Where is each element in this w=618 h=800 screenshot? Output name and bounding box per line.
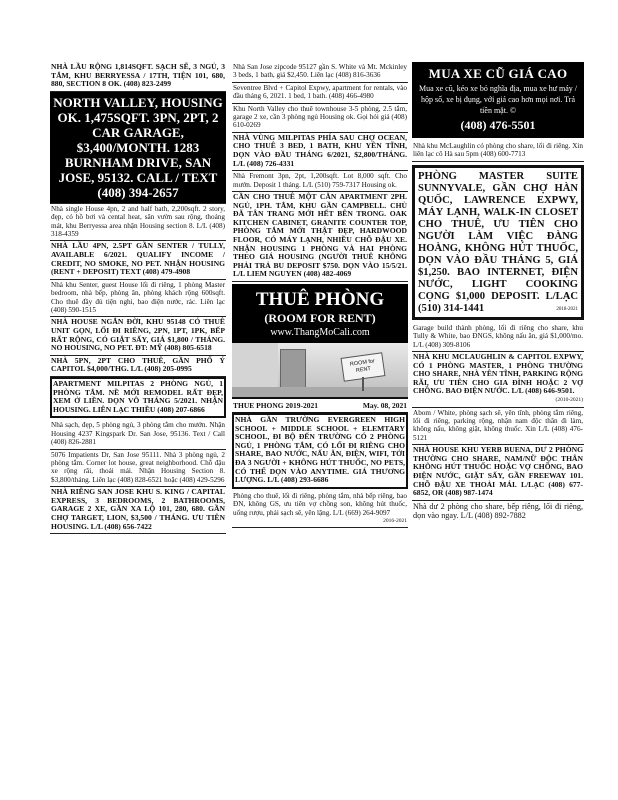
column-3 [412, 62, 584, 523]
ad-text: Phòng cho thuê, lối đi riêng, phòng tắm, nhà bếp riêng, bao ĐN, không GS, ưu tiên vợ chồng son, không hút thuốc, uống rượu, phải sạch sẽ, yên lặng. L/L (669) 264-9097 [233, 491, 407, 517]
dateline-label: THUE PHONG 2019-2021 [233, 400, 319, 410]
classified-ad: Nhà khu McLaughlin có phòng cho share, lối đi riêng. Xin liên lạc cô Hà sau 5pm (408) 600-7713 [412, 141, 584, 162]
ad-years: (2010-2021) [555, 397, 583, 403]
classified-ad: Nhà dư 2 phòng cho share, bếp riêng, lối đi riêng, dọn vào ngay. L/L (408) 892-7882 [413, 501, 583, 521]
ad-years: 2018-2021 [556, 306, 578, 312]
ad-years: 2016-2021 [383, 517, 407, 524]
classified-ad: Seventree Blvd + Capitol Expwy, apartment for rentals, vào đầu tháng 6, 2021. 1 bed, 1 bath. (408) 466-4980 [232, 83, 408, 104]
ad-text: NHÀ KHU MCLAUGHLIN & CAPITOL EXPWY, CÓ 1 PHÒNG MASTER, 1 PHÒNG THƯỜNG CHO SHARE, NHÀ YÊN TĨNH, PARKING RỘNG RÃI, ƯU TIÊN CHO GIA ĐÌNH HOẶC 2 VỢ CHỒNG. BAO ĐIỆN NƯỚC. L/L (408) 646-9501. [413, 352, 583, 396]
website-link[interactable]: www.ThangMoCali.com [270, 326, 370, 338]
classified-ad: Nhà sạch, đẹp, 5 phòng ngủ, 3 phòng tắm cho mướn. Nhận Housing 4237 Kingspark Dr. San Jose, 95136. Text / Call (408) 826-2881 [50, 420, 226, 449]
classified-ad: 5076 Impatients Dr, San Jose 95111. Nhà 3 phòng ngủ, 2 phòng tắm. Corner lot house, great neighborhood. Chỗ đậu xe rộng rãi, thoải mái. Nhận Housing Section 8. $3,800/tháng. Liên lạc (408) 828-6521 hoặc (408) 429-5296 [50, 450, 226, 488]
classified-ad: Nhà Fremont 3pn, 2pt, 1,200sqft. Lot 8,000 sqft. Cho mướn. Deposit 1 tháng. L/L (510) 759-7317 Housing ok. [232, 171, 408, 192]
classified-ad: NHÀ GẦN TRƯỜNG EVERGREEN HIGH SCHOOL + MIDDLE SCHOOL + ELEMTARY SCHOOL, ĐI BỘ ĐẾN TRƯỜNG CÓ 2 PHÒNG NGỦ, 1 PHÒNG TẮM, CÓ LỐI ĐI RIÊNG CHO SHARE, BAO NƯỚC, NẤU ĂN, ĐIỆN, WIFI, TỚI ĐA 3 NGƯỜI + KHÔNG HÚT THUỐC, NO PETS, CÓ THỂ DỌN VÀO ANYTIME. GIÁ THƯƠNG LƯỢNG. L/L (408) 293-6686 [232, 413, 408, 489]
classified-ad: Nhà San Jose zipcode 95127 gần S. White và Mt. Mckinley 3 beds, 1 bath, giá $2,450. Liên lạc (408) 816-3636 [232, 62, 408, 83]
room-for-rent-sign: ROOM for RENT [341, 352, 386, 382]
classified-ad [412, 352, 584, 408]
column-2 [232, 62, 408, 528]
classified-ad: Garage build thành phòng, lối đi riêng cho share, khu Tully & White, bao ĐNGS, không nấu ăn, giá $1,000/mo. L/L (408) 309-8106 [412, 323, 584, 352]
car-buying-ad [412, 62, 584, 138]
sign-pole-shape [362, 377, 364, 391]
classified-ad: Nhà single House 4pn, 2 and half bath, 2,200sqft. 2 story, đẹp, có hồ bơi và cental heat, sân vườn sau rộng, thoáng mát, khu Berryessa area nhận Housing section 8. L/L (408) 318-4359 [50, 204, 226, 242]
master-suite-ad [412, 165, 584, 320]
classified-ad: NHÀ 5PN, 2PT CHO THUÊ, GẦN PHỐ Ý CAPITOL $4,000/THG. L/L (408) 205-0995 [50, 356, 226, 377]
classified-ad: APARTMENT MILPITAS 2 PHÒNG NGỦ, 1 PHÒNG TẮM. NỀ MỚI REMODEL RẤT ĐẸP, XEM Ở LIỀN. DỌN VÔ THÁNG 5/2021. NHẬN HOUSING. LIÊN LẠC THIỀU (408) 207-6866 [50, 377, 226, 418]
classified-ad: NHÀ HOUSE NGẮN ĐỜI, KHU 95148 CÓ THUÊ UNIT GỌN, LỐI ĐI RIÊNG, 2PN, 1PT, 1PK, BẾP RẤT RỘNG, CÓ GIẶT SẤY, GIÁ $1,800 / THÁNG. NO HOUSING, NO PET. ĐT: MỸ (408) 805-6518 [50, 317, 226, 355]
classified-ad: NHÀ RIÊNG SAN JOSE KHU S. KING / CAPITAL EXPRESS, 3 BEDROOMS, 2 BATHROOMS, GARAGE 2 XE, GẦN XA LỘ 101, 280, 680. GẦN CHỢ TARGET, LION, $3,500 / THÁNG. ƯU TIÊN HOUSING. L/L (408) 656-7422 [50, 487, 226, 534]
classified-ad-highlight: NORTH VALLEY, HOUSING OK. 1,475SQFT. 3PN, 2PT, 2 CAR GARAGE, $3,400/MONTH. 1283 BURNHAM DRIVE, SAN JOSE, 95132. CALL / TEXT (408) 394-2657 [50, 92, 226, 204]
section-banner [232, 284, 408, 343]
dateline-date: May. 08, 2021 [362, 400, 407, 410]
room-for-rent-illustration [232, 343, 408, 399]
classified-ad: NHÀ LẦU RỘNG 1,814SQFT. SẠCH SẼ, 3 NGỦ, 3 TẮM, KHU BERRYESSA / 17TH, TIỆN 101, 680, 880, SECTION 8 OK. (408) 823-2499 [50, 62, 226, 92]
classified-ad: Abom / White, phòng sạch sẽ, yên tĩnh, phòng tắm riêng, lối đi riêng, parking rộng, nhận nam độc thân đi làm, không nấu, không giặt, không thuốc. Xin L/L (408) 476-5121 [412, 408, 584, 446]
section-subtitle: (ROOM FOR RENT) [264, 310, 376, 325]
classified-ad: Nhà khu Senter, guest House lối đi riêng, 1 phòng Master bedroom, nhà bếp, phòng ăn, phòng khách rộng 600sqft. Cho thuê đầy đủ tiện nghi, bao điện nước, rác. Liên lạc (408) 590-1515 [50, 280, 226, 318]
classified-ad: Khu North Valley cho thuê townhouse 3-5 phòng, 2.5 tắm, garage 2 xe, cần 3 phòng ngủ Housing ok. Gọi hỏi giá (408) 610-0269 [232, 104, 408, 133]
classified-ad: NHÀ HOUSE KHU YERB BUENA, DƯ 2 PHÒNG THƯỜNG CHO SHARE, NAM/NỮ ĐỘC THÂN KHÔNG HÚT THUỐC HOẶC VỢ CHỒNG, BAO ĐIỆN NƯỚC, GIẶT SẤY, GẦN FREEWAY 101. CHỖ ĐẬU XE THOẢI MÁI. L/LẠC (408) 677-6852, OR (408) 987-1474 [412, 445, 584, 501]
classified-ad: NHÀ LẦU 4PN, 2.5PT GẦN SENTER / TULLY, AVAILABLE 6/2021. QUALIFY INCOME / CREDIT, NO SMOKE, NO PET. NHẬN HOUSING (RENT + DEPOSIT) TEXT (408) 479-4908 [50, 241, 226, 279]
car-ad-body: Mua xe cũ, kéo xe bỏ nghĩa địa, mua xe hư máy / hộp số, xe bị đụng, với giá cao hơn mọi nơi. Trả tiền mặt. © [418, 84, 578, 115]
car-ad-title: MUA XE CŨ GIÁ CAO [428, 66, 568, 81]
ad-text: PHÒNG MASTER SUITE SUNNYVALE, GẦN CHỢ HÀN QUỐC, LAWRENCE EXPWY, MÁY LẠNH, WALK-IN CLOSET CHO THUÊ, ƯU TIÊN CHO NGƯỜI LÀM VIỆC ĐÀNG HOÀNG, KHÔNG HÚT THUỐC, DỌN VÀO ĐẦU THÁNG 5, GIÁ $1,250. BAO INTERNET, ĐIỆN NƯỚC, LIGHT COOKING CỌNG $1,000 DEPOSIT. L/LẠC (510) 314-1441 [418, 170, 578, 314]
section-title: THUÊ PHÒNG [255, 288, 385, 310]
car-ad-phone: (408) 476-5501 [460, 118, 536, 132]
classified-ad [232, 491, 408, 529]
dateline [232, 399, 408, 413]
classified-ad: NHÀ VÙNG MILPITAS PHÍA SAU CHỢ OCEAN, CHO THUÊ 3 BED, 1 BATH, KHU YÊN TĨNH, DỌN VÀO ĐẦU THÁNG 6/2021, $2,800/THÁNG. L/L (408) 726-4331 [232, 133, 408, 171]
floor-shape [232, 387, 408, 397]
classified-ad: CẦN CHO THUÊ MỘT CĂN APARTMENT 2PH. NGỦ, 1PH. TẮM, KHU GẦN CAMPBELL. CHỦ ĐÃ TÂN TRANG MỚI HẾT BÊN TRONG. OAK KITCHEN CABINET, GRANITE COUNTER TOP, PHÒNG TẮM MỚI THẬT ĐẸP, HARDWOOD FLOOR, CÓ MÁY LẠNH, NHIỀU CHỖ ĐẬU XE. NHẬN HOUSING 1 PHÒNG VÀ HAI PHÒNG THEO GIÁ HOUSING (NGƯỜI THUÊ KHÔNG PHẢI TRẢ BU DEPOSIT $750. DỌN VÀO 15/5/21. L/L LIEM NGUYEN (408) 482-4069 [232, 192, 408, 282]
column-1 [50, 62, 226, 534]
